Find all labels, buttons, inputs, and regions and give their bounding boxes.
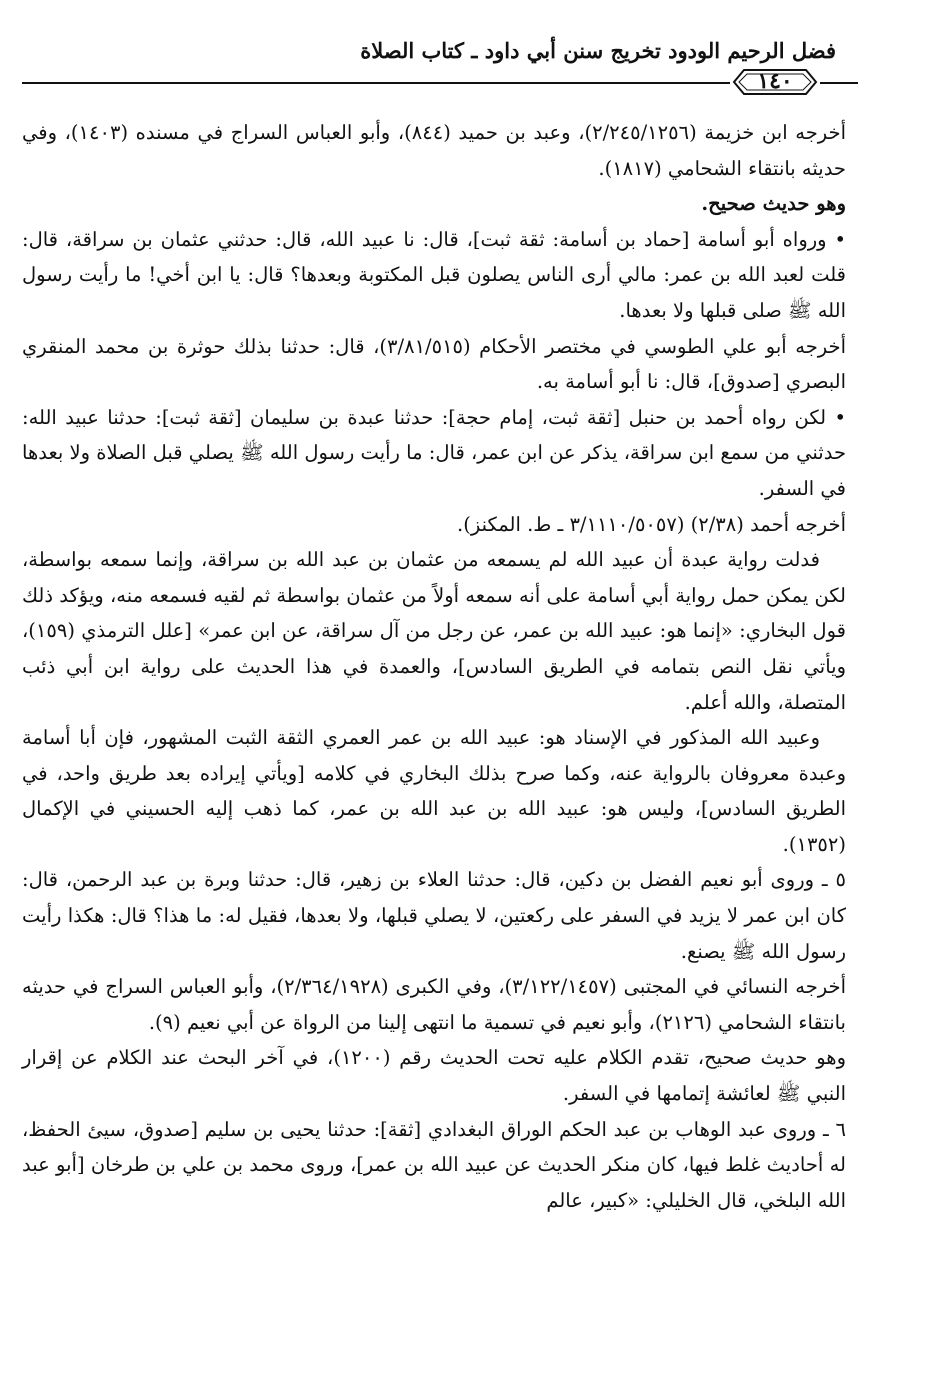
paragraph: ٥ ـ وروى أبو نعيم الفضل بن دكين، قال: حدثنا العلاء بن زهير، قال: حدثنا وبرة بن عبد الرحمن، قال: كان ابن عمر لا يزيد في السفر على ركعتين، لا يصلي قبلها، ولا بعدها، فقيل له: ما هذا؟ قال: هكذا رأيت رسول الله ﷺ يصنع. xyxy=(22,868,846,963)
body-text xyxy=(22,115,846,1218)
paragraph: ٦ ـ وروى عبد الوهاب بن عبد الحكم الوراق البغدادي [ثقة]: حدثنا يحيى بن سليم [صدوق، سيئ الحفظ، له أحاديث غلط فيها، كان منكر الحديث عن عبيد الله بن عمر]، وروى محمد بن علي بن طرخان [أبو عبد الله البلخي، قال الخليلي: «كبير، عالم xyxy=(22,1117,846,1212)
page-number: ١٤٠ xyxy=(757,68,793,94)
running-header: فضل الرحيم الودود تخريج سنن أبي داود ـ كتاب الصلاة xyxy=(360,38,836,63)
paragraph: فدلت رواية عبدة أن عبيد الله لم يسمعه من عثمان بن عبد الله بن سراقة، وإنما سمعه بواسطة، لكن يمكن حمل رواية أبي أسامة على أنه سمعه أولاً من عثمان بواسطة ثم لقيه فسمعه منه، ويؤكد ذلك قول البخاري: «إنما هو: عبيد الله بن عمر، عن رجل من آل سراقة، عن ابن عمر» [علل الترمذي (١٥٩)، ويأتي نقل النص بتمامه في الطريق السادس]، والعمدة في هذا الحديث على رواية ابن أبي ذئب المتصلة، والله أعلم. xyxy=(22,548,846,714)
paragraph: أخرجه أحمد (٢/٣٨) (٣/١١١٠/٥٠٥٧ ـ ط. المكنز). xyxy=(457,512,846,536)
page-number-badge xyxy=(730,64,820,100)
paragraph: وعبيد الله المذكور في الإسناد هو: عبيد الله بن عمر العمري الثقة الثبت المشهور، فإن أبا أسامة وعبدة معروفان بالرواية عنه، وكما صرح بذلك البخاري في كلامه [ويأتي إيراده بعد طريق واحد، في الطريق السادس]، وليس هو: عبيد الله بن عبد الله بن عمر، كما ذهب إليه الحسيني في الإكمال (١٣٥٢). xyxy=(22,726,846,856)
paragraph: أخرجه أبو علي الطوسي في مختصر الأحكام (٣/٨١/٥١٥)، قال: حدثنا بذلك حوثرة بن محمد المنقري البصري [صدوق]، قال: نا أبو أسامة به. xyxy=(22,334,847,394)
paragraph: وهو حديث صحيح، تقدم الكلام عليه تحت الحديث رقم (١٢٠٠)، في آخر البحث عند الكلام عن إقرار النبي ﷺ لعائشة إتمامها في السفر. xyxy=(22,1046,847,1106)
paragraph: أخرجه النسائي في المجتبى (٣/١٢٢/١٤٥٧)، وفي الكبرى (٢/٣٦٤/١٩٢٨)، وأبو العباس السراج في حديثه بانتقاء الشحامي (٢١٢٦)، وأبو نعيم في تسمية ما انتهى إلينا من الرواة عن أبي نعيم (٩). xyxy=(22,975,846,1034)
paragraph: وهو حديث صحيح. xyxy=(701,192,846,216)
paragraph: أخرجه ابن خزيمة (٢/٢٤٥/١٢٥٦)، وعبد بن حميد (٨٤٤)، وأبو العباس السراج في مسنده (١٤٠٣)، وفي حديثه بانتقاء الشحامي (١٨١٧). xyxy=(22,121,846,180)
paragraph: • لكن رواه أحمد بن حنبل [ثقة ثبت، إمام حجة]: حدثنا عبدة بن سليمان [ثقة ثبت]: حدثنا عبيد الله: حدثني من سمع ابن سراقة، يذكر عن ابن عمر، قال: ما رأيت رسول الله ﷺ يصلي قبل الصلاة ولا بعدها في السفر. xyxy=(22,405,846,500)
paragraph: • ورواه أبو أسامة [حماد بن أسامة: ثقة ثبت]، قال: نا عبيد الله، قال: حدثني عثمان بن سراقة، قال: قلت لعبد الله بن عمر: مالي أرى الناس يصلون قبل المكتوبة وبعدها؟ قال: يا ابن أخي! ما رأيت رسول الله ﷺ صلى قبلها ولا بعدها. xyxy=(22,227,846,322)
